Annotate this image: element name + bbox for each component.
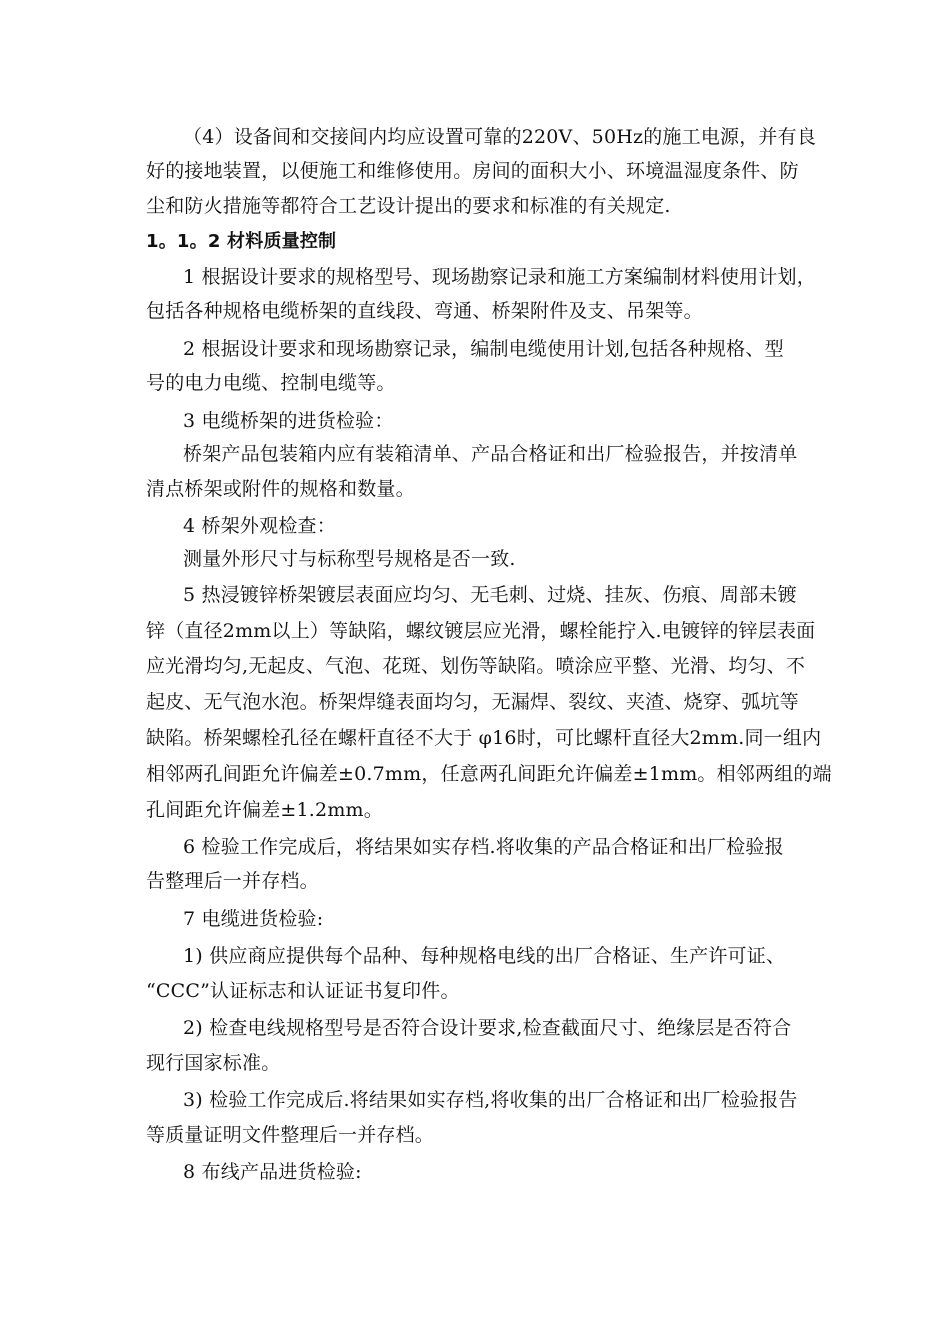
item-3-title: 3 电缆桥架的进货检验： xyxy=(183,410,394,432)
item-1-line-1: 1 根据设计要求的规格型号、现场勘察记录和施工方案编制材料使用计划， xyxy=(183,266,816,288)
item-4-body: 测量外形尺寸与标称型号规格是否一致. xyxy=(183,548,516,570)
item-7-sub-1-line-2: “CCC”认证标志和认证证书复印件。 xyxy=(146,980,460,1002)
paragraph-4-line-2: 好的接地装置，以便施工和维修使用。房间的面积大小、环境温湿度条件、防 xyxy=(146,160,799,182)
paragraph-4-line-1: （4）设备间和交接间内均应设置可靠的220V、50Hz的施工电源，并有良 xyxy=(183,126,817,148)
section-heading: 1。1。2 材料质量控制 xyxy=(146,231,337,252)
item-5-line-5: 缺陷。桥架螺栓孔径在螺杆直径不大于 φ16时，可比螺杆直径大2mm.同一组内 xyxy=(146,727,822,749)
item-7-sub-3-line-1: 3) 检验工作完成后.将结果如实存档,将收集的出厂合格证和出厂检验报告 xyxy=(183,1089,798,1111)
item-7-sub-1-line-1: 1) 供应商应提供每个品种、每种规格电线的出厂合格证、生产许可证、 xyxy=(183,945,786,967)
item-8-title: 8 布线产品进货检验: xyxy=(183,1161,362,1183)
item-5-line-7: 孔间距允许偏差±1.2mm。 xyxy=(146,799,383,821)
item-7-sub-2-line-1: 2) 检查电线规格型号是否符合设计要求,检查截面尺寸、绝缘层是否符合 xyxy=(183,1017,792,1039)
paragraph-4-line-3: 尘和防火措施等都符合工艺设计提出的要求和标准的有关规定. xyxy=(146,195,671,217)
item-7-title: 7 电缆进货检验: xyxy=(183,908,324,930)
item-6-line-1: 6 检验工作完成后，将结果如实存档.将收集的产品合格证和出厂检验报 xyxy=(183,836,784,858)
item-3-body-line-2: 清点桥架或附件的规格和数量。 xyxy=(146,478,415,500)
item-5-line-1: 5 热浸镀锌桥架镀层表面应均匀、无毛刺、过烧、挂灰、伤痕、周部未镀 xyxy=(183,584,797,606)
item-4-title: 4 桥架外观检查： xyxy=(183,515,336,537)
item-5-line-4: 起皮、无气泡水泡。桥架焊缝表面均匀，无漏焊、裂纹、夹渣、烧穿、弧坑等 xyxy=(146,691,799,713)
item-5-line-6: 相邻两孔间距允许偏差±0.7mm，任意两孔间距允许偏差±1mm。相邻两组的端 xyxy=(146,763,832,785)
item-7-sub-2-line-2: 现行国家标准。 xyxy=(146,1052,281,1074)
item-1-line-2: 包括各种规格电缆桥架的直线段、弯通、桥架附件及支、吊架等。 xyxy=(146,300,703,322)
item-6-line-2: 告整理后一并存档。 xyxy=(146,870,319,892)
item-3-body-line-1: 桥架产品包装箱内应有装箱清单、产品合格证和出厂检验报告，并按清单 xyxy=(183,443,798,465)
item-7-sub-3-line-2: 等质量证明文件整理后一并存档。 xyxy=(146,1124,435,1146)
item-5-line-3: 应光滑均匀,无起皮、气泡、花斑、划伤等缺陷。喷涂应平整、光滑、均匀、不 xyxy=(146,655,806,677)
item-2-line-1: 2 根据设计要求和现场勘察记录，编制电缆使用计划,包括各种规格、型 xyxy=(183,338,784,360)
item-2-line-2: 号的电力电缆、控制电缆等。 xyxy=(146,372,396,394)
item-5-line-2: 锌（直径2mm以上）等缺陷，螺纹镀层应光滑，螺栓能拧入.电镀锌的锌层表面 xyxy=(146,620,816,642)
